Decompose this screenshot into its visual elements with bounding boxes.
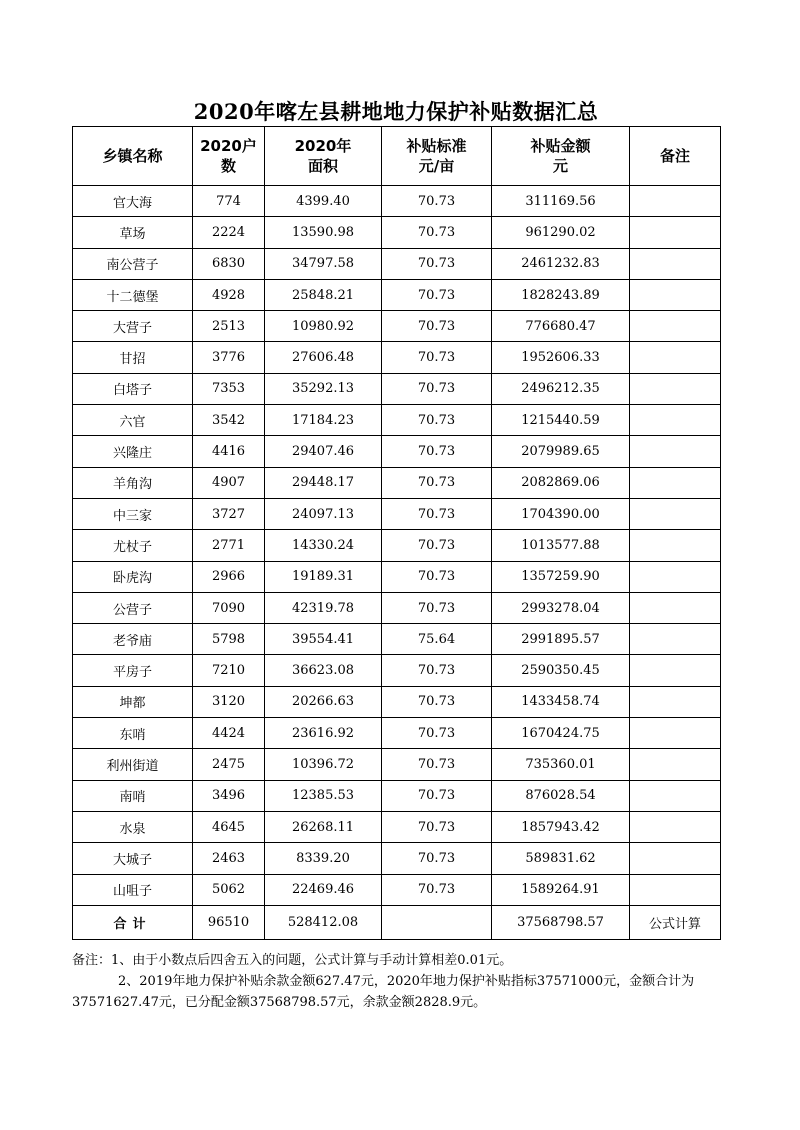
cell-households: 5062: [193, 874, 265, 905]
cell-amount: 1857943.42: [492, 811, 630, 842]
cell-remark: [630, 279, 721, 310]
table-row: [73, 718, 721, 749]
cell-remark: [630, 624, 721, 655]
cell-remark: [630, 655, 721, 686]
cell-amount: 1952606.33: [492, 342, 630, 373]
cell-remark: [630, 405, 721, 436]
cell-remark: [630, 530, 721, 561]
cell-standard: 70.73: [382, 248, 492, 279]
cell-town-name: 水泉: [73, 811, 193, 842]
cell-households: 2513: [193, 311, 265, 342]
cell-households: 7210: [193, 655, 265, 686]
cell-remark: [630, 874, 721, 905]
cell-town-name: 草场: [73, 217, 193, 248]
cell-town-name: 坤都: [73, 686, 193, 717]
table-row: [73, 311, 721, 342]
cell-standard: 70.73: [382, 279, 492, 310]
cell-town-name: 山咀子: [73, 874, 193, 905]
total-label: 合计: [73, 905, 193, 939]
cell-households: 4416: [193, 436, 265, 467]
cell-area: 42319.78: [265, 592, 382, 623]
cell-area: 27606.48: [265, 342, 382, 373]
cell-town-name: 老爷庙: [73, 624, 193, 655]
cell-standard: 70.73: [382, 311, 492, 342]
cell-area: 10980.92: [265, 311, 382, 342]
cell-standard: 70.73: [382, 592, 492, 623]
total-row: [73, 905, 721, 939]
cell-remark: [630, 718, 721, 749]
header-households: 2020户 数: [193, 127, 265, 186]
subsidy-table: [72, 126, 721, 940]
cell-area: 14330.24: [265, 530, 382, 561]
total-area: 528412.08: [265, 905, 382, 939]
cell-amount: 735360.01: [492, 749, 630, 780]
cell-amount: 2496212.35: [492, 373, 630, 404]
cell-area: 22469.46: [265, 874, 382, 905]
cell-remark: [630, 686, 721, 717]
total-remark: 公式计算: [630, 905, 721, 939]
cell-standard: 70.73: [382, 655, 492, 686]
table-row: [73, 874, 721, 905]
cell-standard: 70.73: [382, 467, 492, 498]
table-row: [73, 843, 721, 874]
cell-town-name: 大城子: [73, 843, 193, 874]
table-row: [73, 811, 721, 842]
table-row: [73, 780, 721, 811]
cell-standard: 70.73: [382, 373, 492, 404]
cell-area: 13590.98: [265, 217, 382, 248]
table-row: [73, 217, 721, 248]
cell-town-name: 南哨: [73, 780, 193, 811]
table-row: [73, 530, 721, 561]
cell-standard: 70.73: [382, 186, 492, 217]
cell-households: 4928: [193, 279, 265, 310]
cell-remark: [630, 749, 721, 780]
cell-area: 17184.23: [265, 405, 382, 436]
cell-town-name: 羊角沟: [73, 467, 193, 498]
cell-standard: 70.73: [382, 718, 492, 749]
cell-area: 8339.20: [265, 843, 382, 874]
table-row: [73, 624, 721, 655]
cell-amount: 1357259.90: [492, 561, 630, 592]
cell-amount: 2991895.57: [492, 624, 630, 655]
cell-town-name: 白塔子: [73, 373, 193, 404]
cell-remark: [630, 186, 721, 217]
cell-amount: 1013577.88: [492, 530, 630, 561]
cell-amount: 1828243.89: [492, 279, 630, 310]
cell-town-name: 十二德堡: [73, 279, 193, 310]
cell-households: 3542: [193, 405, 265, 436]
cell-town-name: 兴隆庄: [73, 436, 193, 467]
table-row: [73, 655, 721, 686]
table-row: [73, 686, 721, 717]
cell-area: 19189.31: [265, 561, 382, 592]
cell-amount: 2590350.45: [492, 655, 630, 686]
cell-area: 36623.08: [265, 655, 382, 686]
cell-households: 7090: [193, 592, 265, 623]
table-row: [73, 248, 721, 279]
cell-remark: [630, 373, 721, 404]
cell-standard: 70.73: [382, 874, 492, 905]
cell-households: 2966: [193, 561, 265, 592]
cell-area: 34797.58: [265, 248, 382, 279]
cell-town-name: 甘招: [73, 342, 193, 373]
cell-standard: 70.73: [382, 749, 492, 780]
cell-amount: 876028.54: [492, 780, 630, 811]
table-row: [73, 561, 721, 592]
cell-area: 26268.11: [265, 811, 382, 842]
cell-remark: [630, 498, 721, 529]
cell-area: 29407.46: [265, 436, 382, 467]
header-standard: 补贴标准 元/亩: [382, 127, 492, 186]
table-row: [73, 405, 721, 436]
cell-remark: [630, 843, 721, 874]
cell-amount: 1704390.00: [492, 498, 630, 529]
cell-town-name: 利州街道: [73, 749, 193, 780]
cell-area: 29448.17: [265, 467, 382, 498]
footnotes: [72, 950, 722, 1013]
cell-households: 2771: [193, 530, 265, 561]
document-title: 2020年喀左县耕地地力保护补贴数据汇总: [193, 99, 599, 124]
cell-standard: 70.73: [382, 217, 492, 248]
cell-amount: 2461232.83: [492, 248, 630, 279]
cell-amount: 589831.62: [492, 843, 630, 874]
total-amount: 37568798.57: [492, 905, 630, 939]
cell-standard: 70.73: [382, 686, 492, 717]
cell-standard: 75.64: [382, 624, 492, 655]
cell-households: 4424: [193, 718, 265, 749]
cell-households: 7353: [193, 373, 265, 404]
cell-households: 3727: [193, 498, 265, 529]
cell-area: 12385.53: [265, 780, 382, 811]
cell-standard: 70.73: [382, 342, 492, 373]
cell-area: 39554.41: [265, 624, 382, 655]
header-row: [73, 127, 721, 186]
table-row: [73, 342, 721, 373]
cell-remark: [630, 311, 721, 342]
cell-remark: [630, 592, 721, 623]
cell-amount: 311169.56: [492, 186, 630, 217]
cell-area: 10396.72: [265, 749, 382, 780]
cell-remark: [630, 811, 721, 842]
cell-town-name: 东哨: [73, 718, 193, 749]
table-row: [73, 279, 721, 310]
cell-amount: 2993278.04: [492, 592, 630, 623]
table-row: [73, 498, 721, 529]
cell-remark: [630, 561, 721, 592]
cell-remark: [630, 467, 721, 498]
cell-town-name: 六官: [73, 405, 193, 436]
total-households: 96510: [193, 905, 265, 939]
cell-area: 23616.92: [265, 718, 382, 749]
cell-town-name: 南公营子: [73, 248, 193, 279]
cell-town-name: 官大海: [73, 186, 193, 217]
cell-remark: [630, 780, 721, 811]
cell-households: 4645: [193, 811, 265, 842]
cell-remark: [630, 217, 721, 248]
table-row: [73, 373, 721, 404]
cell-town-name: 平房子: [73, 655, 193, 686]
cell-town-name: 卧虎沟: [73, 561, 193, 592]
cell-standard: 70.73: [382, 843, 492, 874]
cell-households: 5798: [193, 624, 265, 655]
cell-standard: 70.73: [382, 436, 492, 467]
table-row: [73, 467, 721, 498]
cell-households: 6830: [193, 248, 265, 279]
cell-amount: 961290.02: [492, 217, 630, 248]
cell-area: 35292.13: [265, 373, 382, 404]
cell-amount: 2082869.06: [492, 467, 630, 498]
cell-households: 4907: [193, 467, 265, 498]
table-body: [73, 186, 721, 906]
cell-households: 2475: [193, 749, 265, 780]
cell-households: 3776: [193, 342, 265, 373]
footnote-1: 备注：1、由于小数点后四舍五入的问题，公式计算与手动计算相差0.01元。: [72, 953, 513, 968]
cell-area: 25848.21: [265, 279, 382, 310]
footnote-2: 2、2019年地力保护补贴余款金额627.47元，2020年地力保护补贴指标37571000元，金额合计为37571627.47元，已分配金额37568798.57元，余款金额2828.9元。: [72, 974, 695, 1010]
table-row: [73, 436, 721, 467]
cell-standard: 70.73: [382, 498, 492, 529]
cell-town-name: 尤杖子: [73, 530, 193, 561]
header-town-name: 乡镇名称: [73, 127, 193, 186]
cell-remark: [630, 342, 721, 373]
cell-households: 3120: [193, 686, 265, 717]
cell-area: 4399.40: [265, 186, 382, 217]
cell-town-name: 中三家: [73, 498, 193, 529]
cell-standard: 70.73: [382, 530, 492, 561]
cell-remark: [630, 248, 721, 279]
cell-remark: [630, 436, 721, 467]
cell-amount: 776680.47: [492, 311, 630, 342]
cell-households: 3496: [193, 780, 265, 811]
cell-households: 774: [193, 186, 265, 217]
table-row: [73, 592, 721, 623]
total-standard: [382, 905, 492, 939]
header-remark: 备注: [630, 127, 721, 186]
header-amount: 补贴金额 元: [492, 127, 630, 186]
cell-amount: 1589264.91: [492, 874, 630, 905]
cell-town-name: 公营子: [73, 592, 193, 623]
cell-standard: 70.73: [382, 780, 492, 811]
table-row: [73, 186, 721, 217]
cell-standard: 70.73: [382, 561, 492, 592]
cell-area: 20266.63: [265, 686, 382, 717]
cell-standard: 70.73: [382, 405, 492, 436]
cell-amount: 2079989.65: [492, 436, 630, 467]
cell-amount: 1433458.74: [492, 686, 630, 717]
cell-standard: 70.73: [382, 811, 492, 842]
cell-households: 2463: [193, 843, 265, 874]
cell-town-name: 大营子: [73, 311, 193, 342]
header-area: 2020年 面积: [265, 127, 382, 186]
cell-households: 2224: [193, 217, 265, 248]
cell-amount: 1670424.75: [492, 718, 630, 749]
cell-amount: 1215440.59: [492, 405, 630, 436]
cell-area: 24097.13: [265, 498, 382, 529]
table-row: [73, 749, 721, 780]
